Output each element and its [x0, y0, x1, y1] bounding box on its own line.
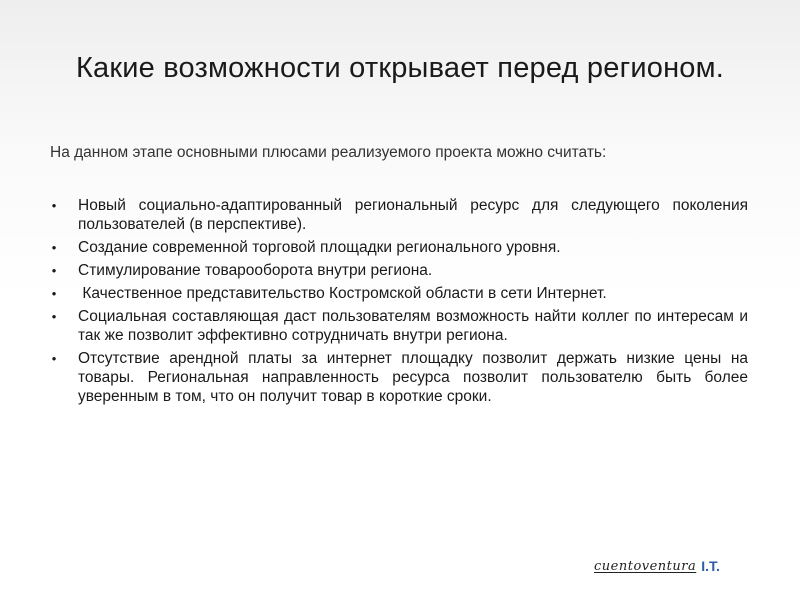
- bullet-dot: •: [51, 198, 57, 213]
- bullet-item: [48, 238, 748, 257]
- bullet-dot: •: [51, 263, 57, 278]
- bullet-text: Создание современной торговой площадки регионального уровня.: [78, 239, 561, 256]
- slide-title: Какие возможности открывает перед регионом.: [75, 52, 725, 84]
- company-logo: [594, 552, 720, 574]
- bullet-text: Социальная составляющая даст пользователям возможность найти коллег по интересам и так же позволит эффективно сотрудничать внутри региона.: [78, 308, 748, 344]
- bullet-dot: •: [51, 286, 57, 301]
- bullet-dot: •: [51, 240, 57, 255]
- logo-it-text: I.T.: [701, 558, 720, 574]
- logo-script-text: cuentoventura: [594, 559, 697, 574]
- bullet-text: Новый социально-адаптированный региональный ресурс для следующего поколения пользователей (в перспективе).: [78, 197, 748, 233]
- bullet-item: [48, 284, 748, 303]
- bullet-item: [48, 196, 748, 234]
- bullet-dot: •: [51, 309, 57, 324]
- bullet-text: Стимулирование товарооборота внутри региона.: [78, 262, 433, 279]
- bullet-item: [48, 261, 748, 280]
- bullet-dot: •: [51, 351, 57, 366]
- bullet-item: [48, 307, 748, 345]
- bullet-text: Качественное представительство Костромской области в сети Интернет.: [78, 285, 607, 302]
- slide-intro: На данном этапе основными плюсами реализуемого проекта можно считать:: [50, 144, 607, 161]
- bullet-text: Отсутствие арендной платы за интернет площадку позволит держать низкие цены на товары. Региональная направленность ресурса позволит пользователю быть более уверенным в том, что он получит товар в короткие сроки.: [78, 350, 748, 405]
- bullet-item: [48, 349, 748, 406]
- bullet-list: [48, 196, 748, 410]
